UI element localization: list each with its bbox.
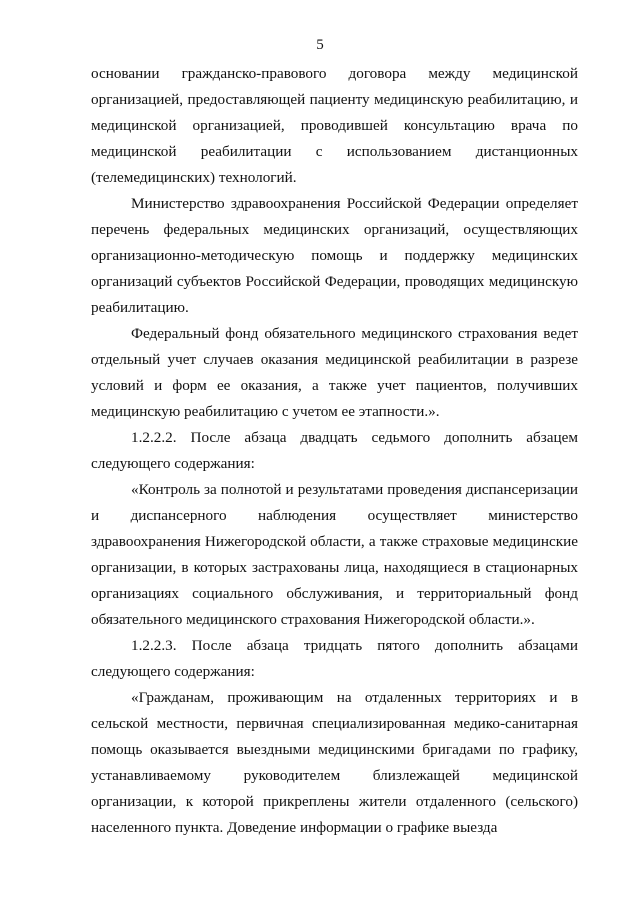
paragraph-clause-1-2-2-3: 1.2.2.3. После абзаца тридцать пятого дополнить абзацами следующего содержания: [91,637,578,680]
paragraph-clause-1-2-2-2: 1.2.2.2. После абзаца двадцать седьмого дополнить абзацем следующего содержания: [91,429,578,472]
page-number: 5 [316,37,324,53]
document-body [91,61,578,841]
paragraph-rural-citizens-quote: «Гражданам, проживающим на отдаленных территориях и в сельской местности, первичная специализированная медико-санитарная помощь оказывается выездными медицинскими бригадами по графику, устанавливаемому руководителем близлежащей медицинской организации, к которой прикреплены жители отдаленного (сельского) населенного пункта. Доведение информации о графике выезда [91,689,578,836]
paragraph-control-quote: «Контроль за полнотой и результатами проведения диспансеризации и диспансерного наблюдения осуществляет министерство здравоохранения Нижегородской области, а также страховые медицинские организации, в которых застрахованы лица, находящиеся в стационарных организациях социального обслуживания, и территориальный фонд обязательного медицинского страхования Нижегородской области.». [91,481,578,628]
paragraph-ministry-list: Министерство здравоохранения Российской Федерации определяет перечень федеральных медицинских организаций, осуществляющих организационно-методическую помощь и поддержку медицинских организаций субъектов Российской Федерации, проводящих медицинскую реабилитацию. [91,195,578,316]
paragraph-continuation: основании гражданско-правового договора между медицинской организацией, предоставляющей пациенту медицинскую реабилитацию, и медицинской организацией, проводившей консультацию врача по медицинской реабилитации с использованием дистанционных (телемедицинских) технологий. [91,65,578,186]
paragraph-federal-fund: Федеральный фонд обязательного медицинского страхования ведет отдельный учет случаев оказания медицинской реабилитации в разрезе условий и форм ее оказания, а также учет пациентов, получивших медицинскую реабилитацию с учетом ее этапности.». [91,325,578,420]
